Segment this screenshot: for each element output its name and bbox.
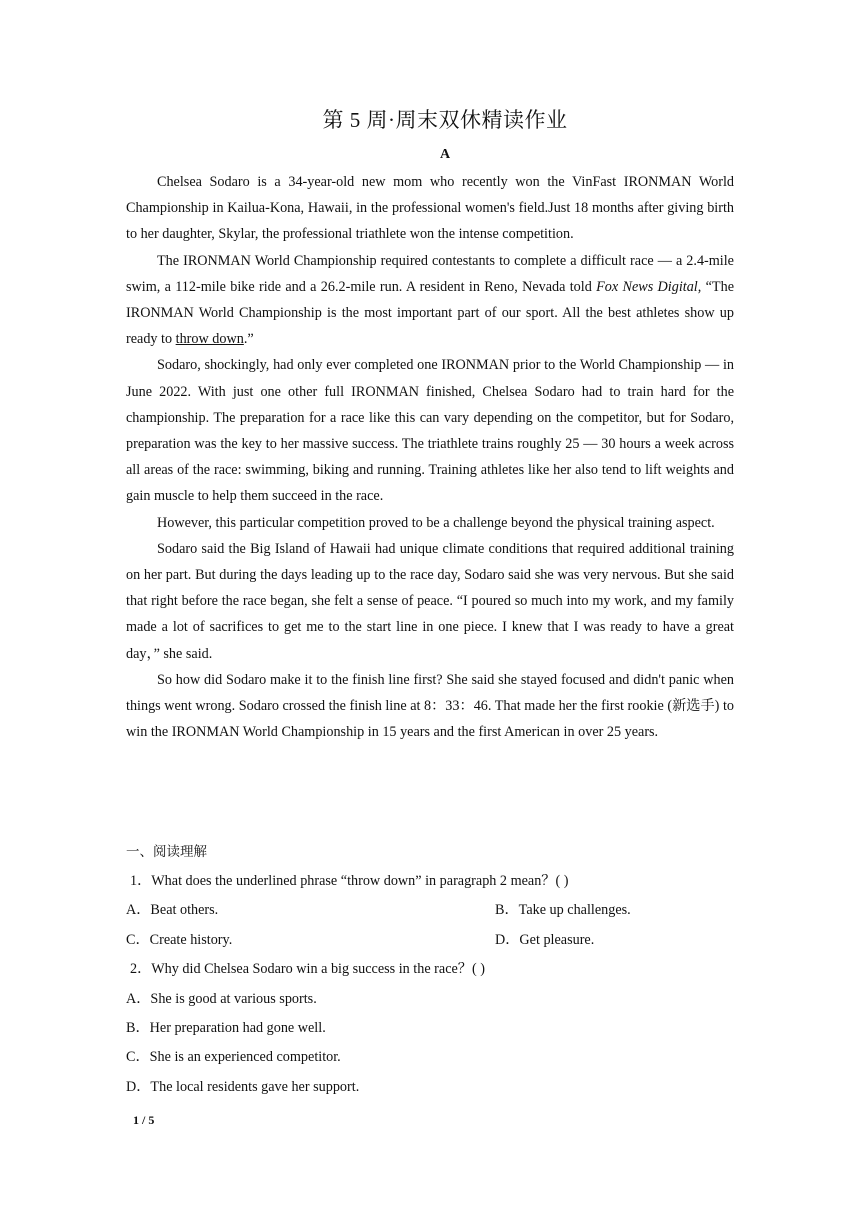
page-number: 1 / 5 (133, 1113, 155, 1127)
paragraph-1: Chelsea Sodaro is a 34-year-old new mom who recently won the VinFast IRONMAN World Championship in Kailua-Kona, Hawaii, in the professional women's field.Just 18 months after giving birth to her daughter, Skylar, the professional triathlete won the intense competition. (126, 174, 734, 243)
paragraph-2 (126, 248, 734, 353)
page-title: 第 5 周·周末双休精读作业 (322, 108, 568, 132)
question-1-options-row-1 (126, 896, 734, 925)
question-1-option-d[interactable]: D．Get pleasure. (495, 931, 595, 948)
question-1-option-b[interactable]: B．Take up challenges. (495, 902, 631, 919)
question-2-stem: 2．Why did Chelsea Sodaro win a big success in the race？( ) (130, 961, 485, 978)
paragraph-6: So how did Sodaro make it to the finish line first? She said she stayed focused and didn't panic when things went wrong. Sodaro crossed the finish line at 8：33：46. That made her the first rookie (新选手) to win the IRONMAN World Championship in 15 years and the first American in over 25 years. (126, 671, 734, 741)
question-1-stem: 1．What does the underlined phrase “throw down” in paragraph 2 mean？( ) (130, 873, 569, 889)
question-2-option-d[interactable]: D．The local residents gave her support. (126, 1078, 360, 1095)
question-section (126, 838, 734, 1102)
passage-label: A (439, 147, 451, 162)
question-2-option-b[interactable]: B．Her preparation had gone well. (126, 1019, 326, 1036)
question-1-options-row-2 (126, 926, 734, 955)
question-1-option-a[interactable]: A．Beat others. (126, 902, 219, 919)
paragraph-3: Sodaro, shockingly, had only ever completed one IRONMAN prior to the World Championship — in June 2022. With just one other full IRONMAN finished, Chelsea Sodaro had to train hard for the championship. The preparation for a race like this can vary depending on the competitor, but for Sodaro, preparation was the key to her massive success. The triathlete trains roughly 25 — 30 hours a week across all areas of the race: swimming, biking and running. Training athletes like her also tend to lift weights and gain muscle to help them succeed in the race. (126, 357, 734, 505)
reading-passage (126, 169, 734, 745)
section-heading: 一、阅读理解 (126, 844, 207, 860)
question-1-option-c[interactable]: C．Create history. (126, 931, 233, 948)
paragraph-2-text: The IRONMAN World Championship required contestants to complete a difficult race — a 2.4-mile swim, a 112-mile bike ride and a 26.2-mile run. A resident in Reno, Nevada told (126, 252, 734, 295)
paragraph-2-quote: “The IRONMAN World Championship is the most important part of our sport. All the best athletes show up ready to (126, 278, 734, 348)
source-name: Fox News Digital, (596, 278, 702, 295)
paragraph-2-end: .” (243, 331, 254, 348)
paragraph-5: Sodaro said the Big Island of Hawaii had unique climate conditions that required additional training on her part. But during the days leading up to the race day, Sodaro said she was very nervous. But she said that right before the race began, she felt a sense of peace. “I poured so much into my work, and my family made a lot of sacrifices to get me to the start line in one piece. I knew that I was ready to have a great day，” she said. (126, 540, 734, 662)
underlined-phrase: throw down (175, 331, 244, 348)
question-2-option-a[interactable]: A．She is good at various sports. (126, 990, 317, 1007)
paragraph-4: However, this particular competition proved to be a challenge beyond the physical training aspect. (157, 514, 715, 531)
question-2-option-c[interactable]: C．She is an experienced competitor. (126, 1049, 341, 1066)
